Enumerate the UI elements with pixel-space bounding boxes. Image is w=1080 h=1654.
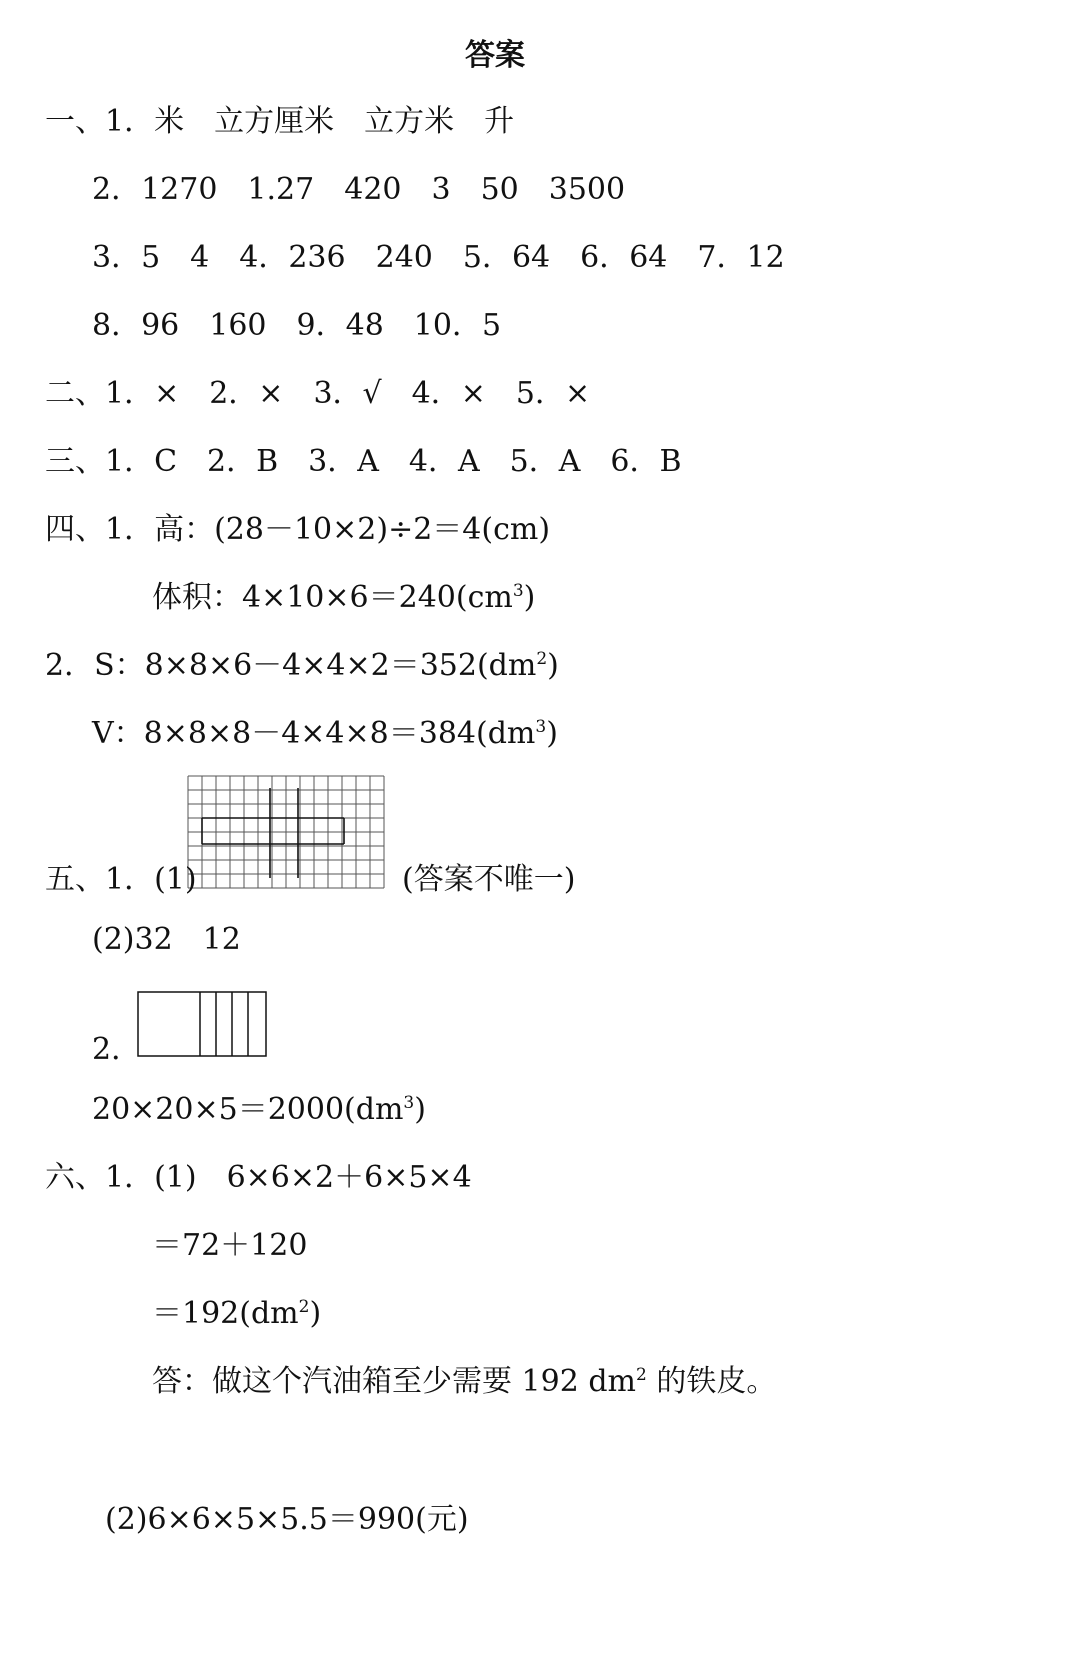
answer-line-11-prefix: 五、1．(1)	[45, 862, 197, 897]
answer-line-9	[45, 646, 559, 686]
surface-formula: 2．S：8×8×6－4×4×2＝352(dm	[45, 648, 537, 683]
cut-rectangle-diagram	[134, 974, 314, 1066]
answer-line-5: 二、1．× 2．× 3．√ 4．× 5．×	[45, 376, 591, 411]
answer-line-19: (2)6×6×5×5.5＝990(元)	[105, 1502, 469, 1537]
exponent: 3	[403, 1093, 415, 1113]
answer-line-4: 8．96 160 9．48 10．5	[92, 308, 502, 343]
exponent: 3	[535, 717, 547, 737]
answer-line-12: (2)32 12	[92, 922, 241, 957]
exponent: 2	[635, 1365, 647, 1385]
answer-line-17	[152, 1294, 321, 1334]
exponent: 2	[298, 1297, 310, 1317]
close-paren: )	[309, 1296, 322, 1331]
volume-formula: 20×20×5＝2000(dm	[92, 1092, 404, 1127]
answer-line-13: 2．	[92, 1032, 142, 1067]
answer-line-18	[152, 1362, 776, 1402]
answer-line-14	[92, 1090, 426, 1130]
exponent: 3	[512, 581, 524, 601]
answer-line-2: 2．1270 1.27 420 3 50 3500	[92, 172, 626, 207]
answer-line-1: 一、1．米 立方厘米 立方米 升	[45, 104, 515, 139]
volume-formula: 体积：4×10×6＝240(cm	[152, 580, 513, 615]
answer-statement-end: 的铁皮。	[646, 1364, 777, 1399]
unfolded-net-grid	[186, 774, 390, 892]
answer-line-8	[152, 578, 535, 618]
answer-line-10	[92, 714, 558, 754]
result: ＝192(dm	[152, 1296, 299, 1331]
answer-line-3: 3．5 4 4．236 240 5．64 6．64 7．12	[92, 240, 785, 275]
answer-line-7: 四、1．高：(28－10×2)÷2＝4(cm)	[45, 512, 551, 547]
answer-line-16: ＝72＋120	[152, 1228, 308, 1263]
close-paren: )	[546, 716, 558, 751]
answer-line-11-note: (答案不唯一)	[402, 862, 576, 897]
close-paren: )	[414, 1092, 426, 1127]
exponent: 2	[536, 649, 548, 669]
volume-formula: V：8×8×8－4×4×8＝384(dm	[92, 716, 536, 751]
answer-line-6: 三、1．C 2．B 3．A 4．A 5．A 6．B	[45, 444, 682, 479]
page-title: 答案	[465, 38, 525, 73]
answer-statement: 答：做这个汽油箱至少需要 192 dm	[152, 1364, 636, 1399]
close-paren: )	[547, 648, 559, 683]
answer-line-15: 六、1．(1) 6×6×2＋6×5×4	[45, 1160, 472, 1195]
close-paren: )	[523, 580, 536, 615]
